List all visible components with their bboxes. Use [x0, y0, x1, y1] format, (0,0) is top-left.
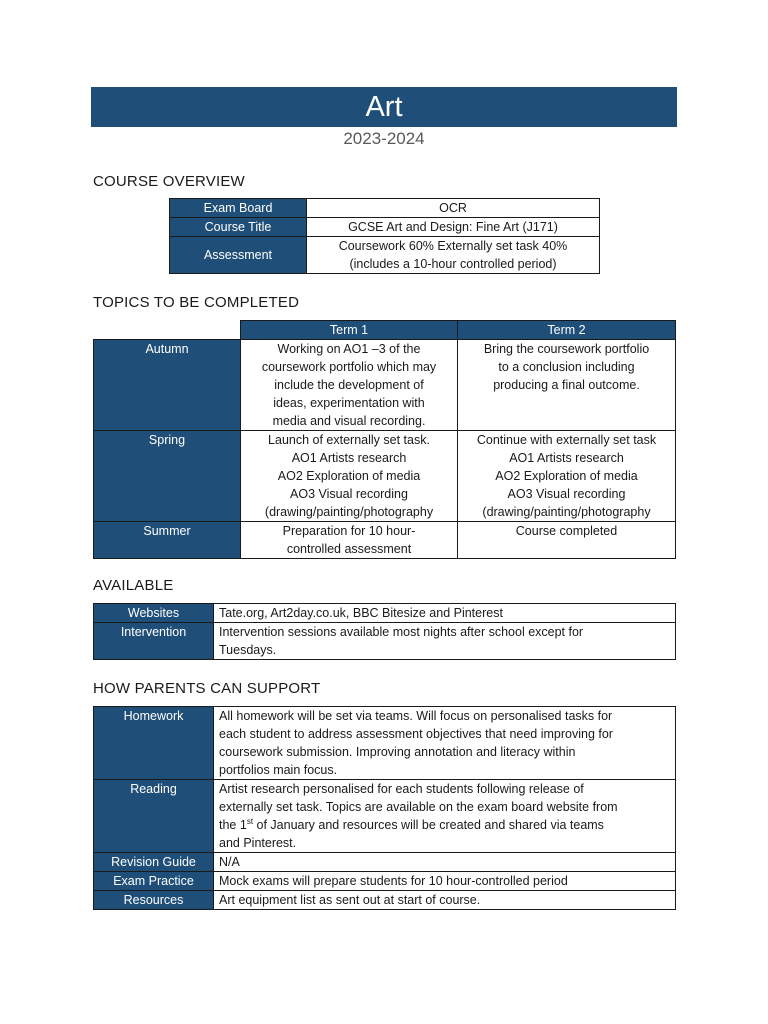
- cell-line: N/A: [219, 855, 240, 869]
- term2-cell: [458, 431, 676, 522]
- row-label: Websites: [94, 604, 214, 623]
- cell-line: include the development of: [274, 378, 424, 392]
- cell-line: AO3 Visual recording: [290, 487, 408, 501]
- cell-line: Bring the coursework portfolio: [483, 342, 650, 356]
- cell-line: [219, 816, 670, 834]
- table-row: [94, 604, 676, 623]
- available-heading: AVAILABLE: [93, 577, 174, 594]
- academic-year: 2023-2024: [343, 129, 425, 148]
- topics-table: [93, 320, 676, 559]
- table-row: [94, 522, 676, 559]
- cell-line: AO2 Exploration of media: [495, 469, 638, 483]
- row-label: Exam Board: [170, 199, 307, 218]
- support-heading: HOW PARENTS CAN SUPPORT: [93, 680, 321, 697]
- cell-line: to a conclusion including: [498, 360, 635, 374]
- cell-line: coursework portfolio which may: [261, 360, 437, 374]
- row-value: [214, 872, 676, 891]
- row-label: Reading: [94, 780, 214, 853]
- course-overview-heading: COURSE OVERVIEW: [93, 173, 245, 190]
- cell-line: Intervention sessions available most nights after school except for: [219, 625, 584, 639]
- table-row: [170, 199, 600, 218]
- term1-cell: [241, 522, 458, 559]
- term1-cell: [241, 340, 458, 431]
- page-title: Art: [91, 87, 677, 127]
- cell-line: Working on AO1 –3 of the: [277, 342, 421, 356]
- support-table: [93, 706, 676, 910]
- cell-line: AO3 Visual recording: [507, 487, 626, 501]
- row-label: Summer: [94, 522, 241, 559]
- table-row: [170, 218, 600, 237]
- cell-line: AO1 Artists research: [509, 451, 624, 465]
- row-value: [214, 707, 676, 780]
- header-blank: [94, 321, 241, 340]
- cell-line: Launch of externally set task.: [268, 433, 430, 447]
- table-row: [94, 853, 676, 872]
- cell-line: each student to address assessment objectives that need improving for: [219, 727, 613, 741]
- cell-line: Preparation for 10 hour-: [282, 524, 416, 538]
- cell-line: controlled assessment: [286, 542, 412, 556]
- ordinal-superscript: st: [246, 816, 254, 826]
- row-label: Intervention: [94, 623, 214, 660]
- term2-cell: [458, 340, 676, 431]
- table-header-row: [94, 321, 676, 340]
- cell-line: externally set task. Topics are available on the exam board website from: [219, 800, 618, 814]
- row-label: Resources: [94, 891, 214, 910]
- cell-line: Art equipment list as sent out at start of course.: [219, 893, 481, 907]
- cell-line: portfolios main focus.: [219, 763, 338, 777]
- row-value: [214, 891, 676, 910]
- cell-line: Artist research personalised for each students following release of: [219, 782, 584, 796]
- row-value: GCSE Art and Design: Fine Art (J171): [307, 218, 600, 237]
- cell-line: producing a final outcome.: [493, 378, 640, 392]
- cell-line: (drawing/painting/photography: [264, 505, 434, 519]
- table-row: [94, 623, 676, 660]
- table-row: [170, 237, 600, 274]
- available-table: [93, 603, 676, 660]
- cell-line: AO1 Artists research: [291, 451, 407, 465]
- table-row: [94, 872, 676, 891]
- cell-line: Tate.org, Art2day.co.uk, BBC Bitesize and Pinterest: [219, 606, 503, 620]
- column-header: Term 2: [458, 321, 676, 340]
- cell-line: (drawing/painting/photography: [482, 505, 651, 519]
- row-value: [214, 780, 676, 853]
- text-fragment: the 1: [219, 818, 247, 832]
- row-label: Assessment: [170, 237, 307, 274]
- value-line: (includes a 10-hour controlled period): [349, 257, 557, 271]
- row-value: OCR: [307, 199, 600, 218]
- cell-line: media and visual recording.: [272, 414, 426, 428]
- cell-line: AO2 Exploration of media: [277, 469, 421, 483]
- table-row: [94, 780, 676, 853]
- course-overview-table: [169, 198, 600, 274]
- cell-line: coursework submission. Improving annotation and literacy within: [219, 745, 576, 759]
- row-value: [214, 853, 676, 872]
- column-header: Term 1: [241, 321, 458, 340]
- row-label: Revision Guide: [94, 853, 214, 872]
- row-value: [214, 623, 676, 660]
- table-row: [94, 431, 676, 522]
- topics-heading: TOPICS TO BE COMPLETED: [93, 294, 300, 311]
- cell-line: Tuesdays.: [219, 643, 277, 657]
- table-row: [94, 340, 676, 431]
- table-row: [94, 891, 676, 910]
- row-label: Autumn: [94, 340, 241, 431]
- row-label: Homework: [94, 707, 214, 780]
- table-row: [94, 707, 676, 780]
- cell-line: Continue with externally set task: [476, 433, 657, 447]
- row-label: Course Title: [170, 218, 307, 237]
- cell-line: ideas, experimentation with: [273, 396, 425, 410]
- term1-cell: [241, 431, 458, 522]
- cell-line: Course completed: [515, 524, 618, 538]
- cell-line: and Pinterest.: [219, 836, 297, 850]
- row-value: [307, 237, 600, 274]
- term2-cell: [458, 522, 676, 559]
- row-value: [214, 604, 676, 623]
- cell-line: Mock exams will prepare students for 10 hour-controlled period: [219, 874, 568, 888]
- row-label: Exam Practice: [94, 872, 214, 891]
- text-fragment: of January and resources will be created and shared via teams: [253, 818, 604, 832]
- value-line: Coursework 60% Externally set task 40%: [338, 239, 568, 253]
- cell-line: All homework will be set via teams. Will focus on personalised tasks for: [219, 709, 613, 723]
- row-label: Spring: [94, 431, 241, 522]
